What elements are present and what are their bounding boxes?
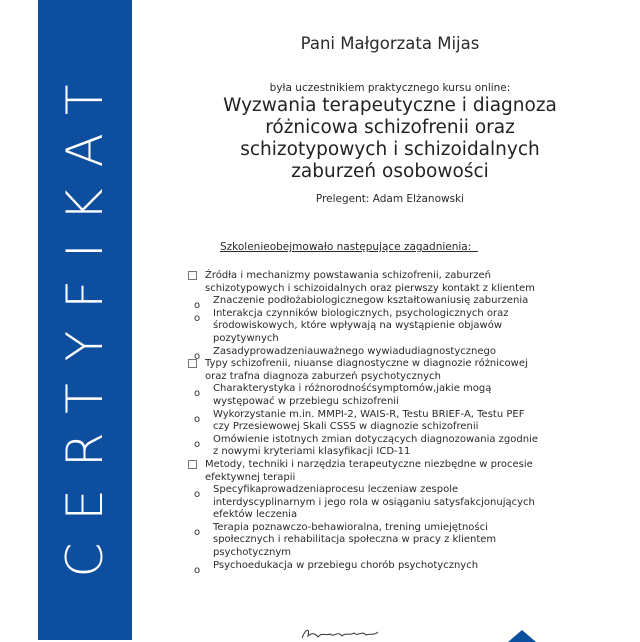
subtopic-item: o Interakcja czynników biologicznych, psychologicznych oraz środowiskowych, które wpływają na wystąpienie objawów pozytywnych bbox=[194, 307, 509, 344]
circle-bullet-icon: o bbox=[194, 526, 201, 538]
topic-item: Metody, techniki i narzędzia terapeutyczne niezbędne w procesie efektywnej terapii bbox=[180, 459, 540, 484]
subtopic-item: o Psychoedukacja w przebiegu chorób psychotycznych bbox=[194, 559, 479, 576]
circle-bullet-icon: o bbox=[194, 489, 201, 501]
circle-bullet-icon: o bbox=[194, 350, 201, 362]
circle-bullet-icon: o bbox=[194, 413, 201, 425]
course-title-line: różnicowa schizofrenii oraz bbox=[265, 117, 515, 138]
topics-heading: Szkolenieobejmowało następujące zagadnienia: bbox=[220, 241, 478, 253]
topics-list bbox=[180, 270, 540, 576]
certificate-label: CERTYFIKAT bbox=[56, 62, 114, 578]
signature-icon bbox=[298, 624, 388, 640]
circle-bullet-icon: o bbox=[194, 312, 201, 324]
speaker: Prelegent: Adam Elżanowski bbox=[315, 193, 465, 205]
checkbox-bullet-icon bbox=[188, 460, 197, 469]
subtopic-item: o Charakterystyka i różnorodnośćsymptomów,jakie mogą występować w przebiegu schizofrenii bbox=[194, 383, 492, 407]
subtopic-item: o Terapia poznawczo-behawioralna, trening umiejętności społecznych i rehabilitacja społeczna w pracy z klientem psychotycznym bbox=[194, 521, 497, 559]
subtopic-item: o Wykorzystanie m.in. MMPI-2, WAIS-R, Testu BRIEF-A, Testu PEF czy Przesiewowej Skali CSSS w diagnozie schizofrenii bbox=[194, 408, 525, 433]
circle-bullet-icon: o bbox=[194, 388, 201, 400]
circle-bullet-icon: o bbox=[194, 564, 201, 576]
course-title bbox=[180, 95, 600, 183]
checkbox-bullet-icon bbox=[188, 271, 197, 280]
topic-item: Typy schizofrenii, niuanse diagnostyczne w diagnozie różnicowej oraz trafna diagnoza zaburzeń psychotycznych bbox=[180, 358, 540, 383]
course-title-line: Wyzwania terapeutyczne i diagnoza bbox=[223, 95, 557, 116]
topic-item: Źródła i mechanizmy powstawania schizofrenii, zaburzeń schizotypowych i schizoidalnych oraz pierwszy kontakt z klientem bbox=[180, 270, 540, 295]
intro-text: była uczestnikiem praktycznego kursu online: bbox=[269, 82, 511, 94]
subtopic-item: o Zasadyprowadzeniauważnego wywiadudiagnostycznego bbox=[194, 345, 496, 362]
circle-bullet-icon: o bbox=[194, 300, 201, 312]
subtopic-item: o Specyfikaprowadzeniaprocesu leczeniaw zespole interdyscyplinarnym i jego rola w osiąganiu satysfakcjonujących efektów leczenia bbox=[194, 484, 535, 521]
checkbox-bullet-icon bbox=[188, 359, 197, 368]
subtopic-item: o Omówienie istotnych zmian dotyczących diagnozowania zgodnie z nowymi kryteriami klasyfikacji ICD-11 bbox=[194, 433, 539, 458]
course-title-line: schizotypowych i schizoidalnych bbox=[240, 139, 540, 160]
course-title-line: zaburzeń osobowości bbox=[291, 161, 489, 182]
recipient-name: Pani Małgorzata Mijas bbox=[300, 34, 480, 53]
circle-bullet-icon: o bbox=[194, 438, 201, 450]
logo-triangle-icon bbox=[508, 630, 536, 642]
subtopic-item: o Znaczenie podłożabiologicznegow kształtowaniusię zaburzenia bbox=[194, 295, 529, 312]
